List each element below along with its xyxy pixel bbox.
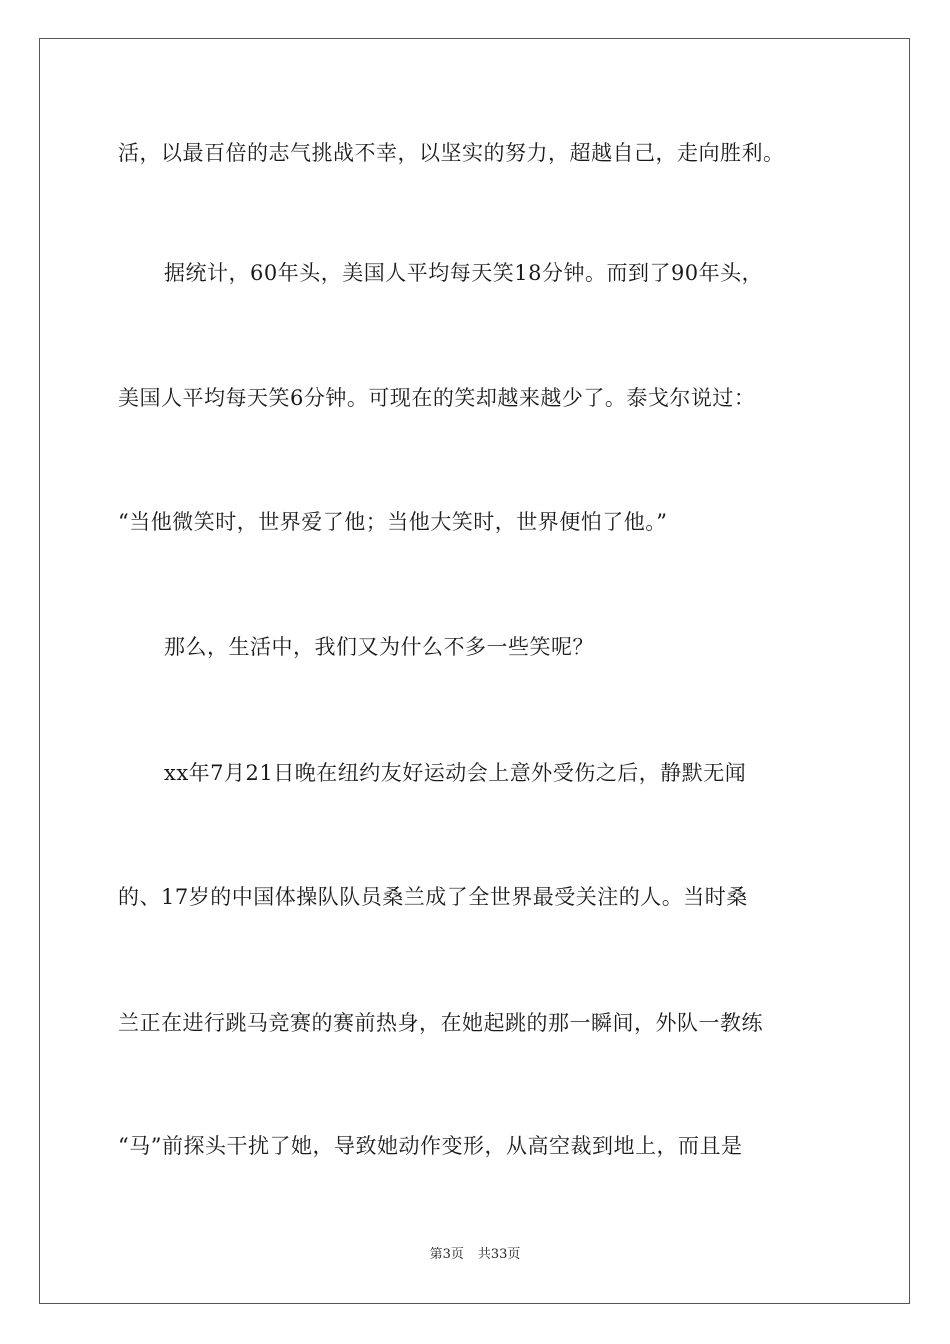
text-line-9: “马”前探头干扰了她，导致她动作变形，从高空裁到地上，而且是 xyxy=(118,1134,743,1158)
text-line-8: 兰正在进行跳马竞赛的赛前热身，在她起跳的那一瞬间，外队一教练 xyxy=(118,1011,763,1035)
page-number: 第3页 xyxy=(429,1247,464,1262)
page-total: 共33页 xyxy=(477,1247,521,1262)
text-line-4: “当他微笑时，世界爱了他；当他大笑时，世界便怕了他。” xyxy=(118,510,668,534)
text-line-6: xx年7月21日晚在纽约友好运动会上意外受伤之后，静默无闻 xyxy=(164,761,747,785)
text-line-5: 那么，生活中，我们又为什么不多一些笑呢？ xyxy=(164,635,594,659)
text-line-7: 的、17岁的中国体操队队员桑兰成了全世界最受关注的人。当时桑 xyxy=(118,885,748,909)
text-line-1: 活，以最百倍的志气挑战不幸，以坚实的努力，超越自己，走向胜利。 xyxy=(118,141,785,165)
text-line-2: 据统计，60年头，美国人平均每天笑18分钟。而到了90年头， xyxy=(164,261,764,285)
text-line-3: 美国人平均每天笑6分钟。可现在的笑却越来越少了。泰戈尔说过： xyxy=(118,386,756,410)
page-footer xyxy=(0,1246,950,1264)
page-border xyxy=(39,38,910,1304)
